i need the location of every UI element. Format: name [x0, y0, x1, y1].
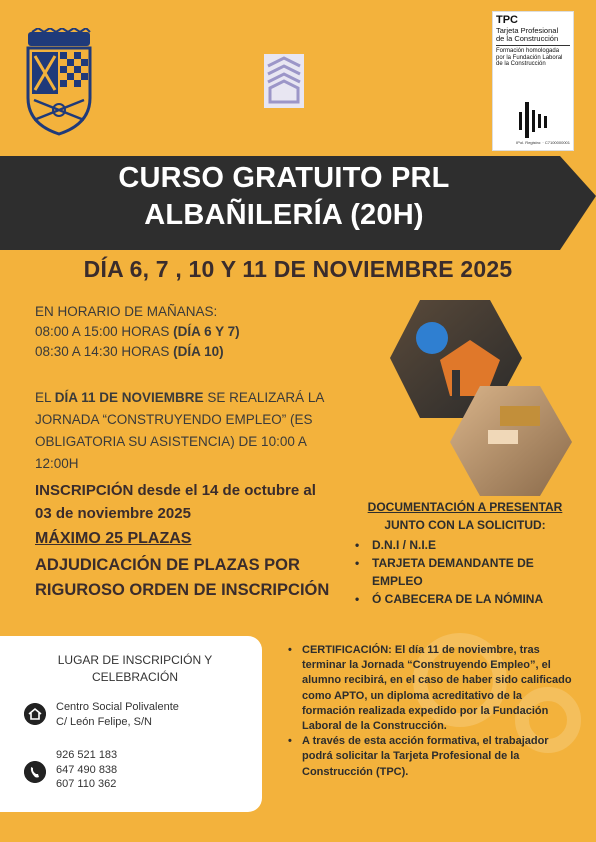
phone-numbers: 926 521 183 647 490 838 607 110 362	[56, 749, 118, 790]
municipal-crest-icon	[24, 28, 94, 136]
certification-list	[288, 643, 573, 780]
list-item: • Ó CABECERA DE LA NÓMINA	[355, 590, 580, 608]
list-item: • TARJETA DEMANDANTE DE EMPLEO	[355, 554, 580, 590]
construction-photos	[390, 300, 574, 496]
tpc-footer: IPol. Registro: · C7100000001	[516, 140, 570, 145]
adjudication-note: ADJUDICACIÓN DE PLAZAS POR RIGUROSO ORDEN DE INSCRIPCIÓN	[35, 556, 330, 599]
tpc-name: Tarjeta Profesional de la Construcción	[496, 26, 559, 43]
schedule-line-1: 08:00 A 15:00 HORAS (DÍA 6 Y 7)	[35, 324, 240, 339]
course-dates: DÍA 6, 7 , 10 Y 11 DE NOVIEMBRE 2025	[83, 256, 513, 282]
list-item: • CERTIFICACIÓN: El día 11 de noviembre, tras terminar la Jornada “Construyendo Empleo”, el alumno recibirá, en el caso de haber sido calificado como APTO, un diploma acreditativo de la formación realizada expedido por la Fundación Laboral de la Construcción.	[288, 643, 573, 734]
schedule-line-2: 08:30 A 14:30 HORAS (DÍA 10)	[35, 344, 224, 359]
documents-list	[355, 536, 580, 608]
home-icon	[24, 703, 46, 725]
jornada-note: EL DÍA 11 DE NOVIEMBRE SE REALIZARÁ LA JORNADA “CONSTRUYENDO EMPLEO” (ES OBLIGATORIA SU ASISTENCIA) DE 10:00 A 12:00H	[35, 390, 324, 471]
location-address: Centro Social Polivalente C/ León Felipe, S/N	[56, 701, 179, 728]
location-title: LUGAR DE INSCRIPCIÓN Y CELEBRACIÓN	[57, 653, 213, 684]
tpc-logo	[493, 12, 573, 150]
schedule	[35, 302, 345, 362]
schedule-heading: EN HORARIO DE MAÑANAS:	[35, 304, 218, 319]
course-title: CURSO GRATUITO PRL ALBAÑILERÍA (20H)	[118, 162, 450, 231]
max-places: MÁXIMO 25 PLAZAS	[35, 530, 192, 547]
house-stripes-icon	[264, 54, 304, 108]
tpc-subtitle: Formación homologada por la Fundación Laboral de la Construcción	[496, 48, 563, 67]
inscription-period: INSCRIPCIÓN desde el 14 de octubre al 03 de noviembre 2025	[35, 482, 316, 522]
list-item: • D.N.I / N.I.E	[355, 536, 580, 554]
list-item: • A través de esta acción formativa, el trabajador podrá solicitar la Tarjeta Profesional de la Construcción (TPC).	[288, 734, 573, 780]
phone-icon	[24, 761, 46, 783]
tpc-bars-icon	[519, 102, 549, 138]
tpc-abbr: TPC	[496, 14, 518, 26]
documents-heading: DOCUMENTACIÓN A PRESENTAR JUNTO CON LA SOLICITUD:	[367, 500, 563, 532]
